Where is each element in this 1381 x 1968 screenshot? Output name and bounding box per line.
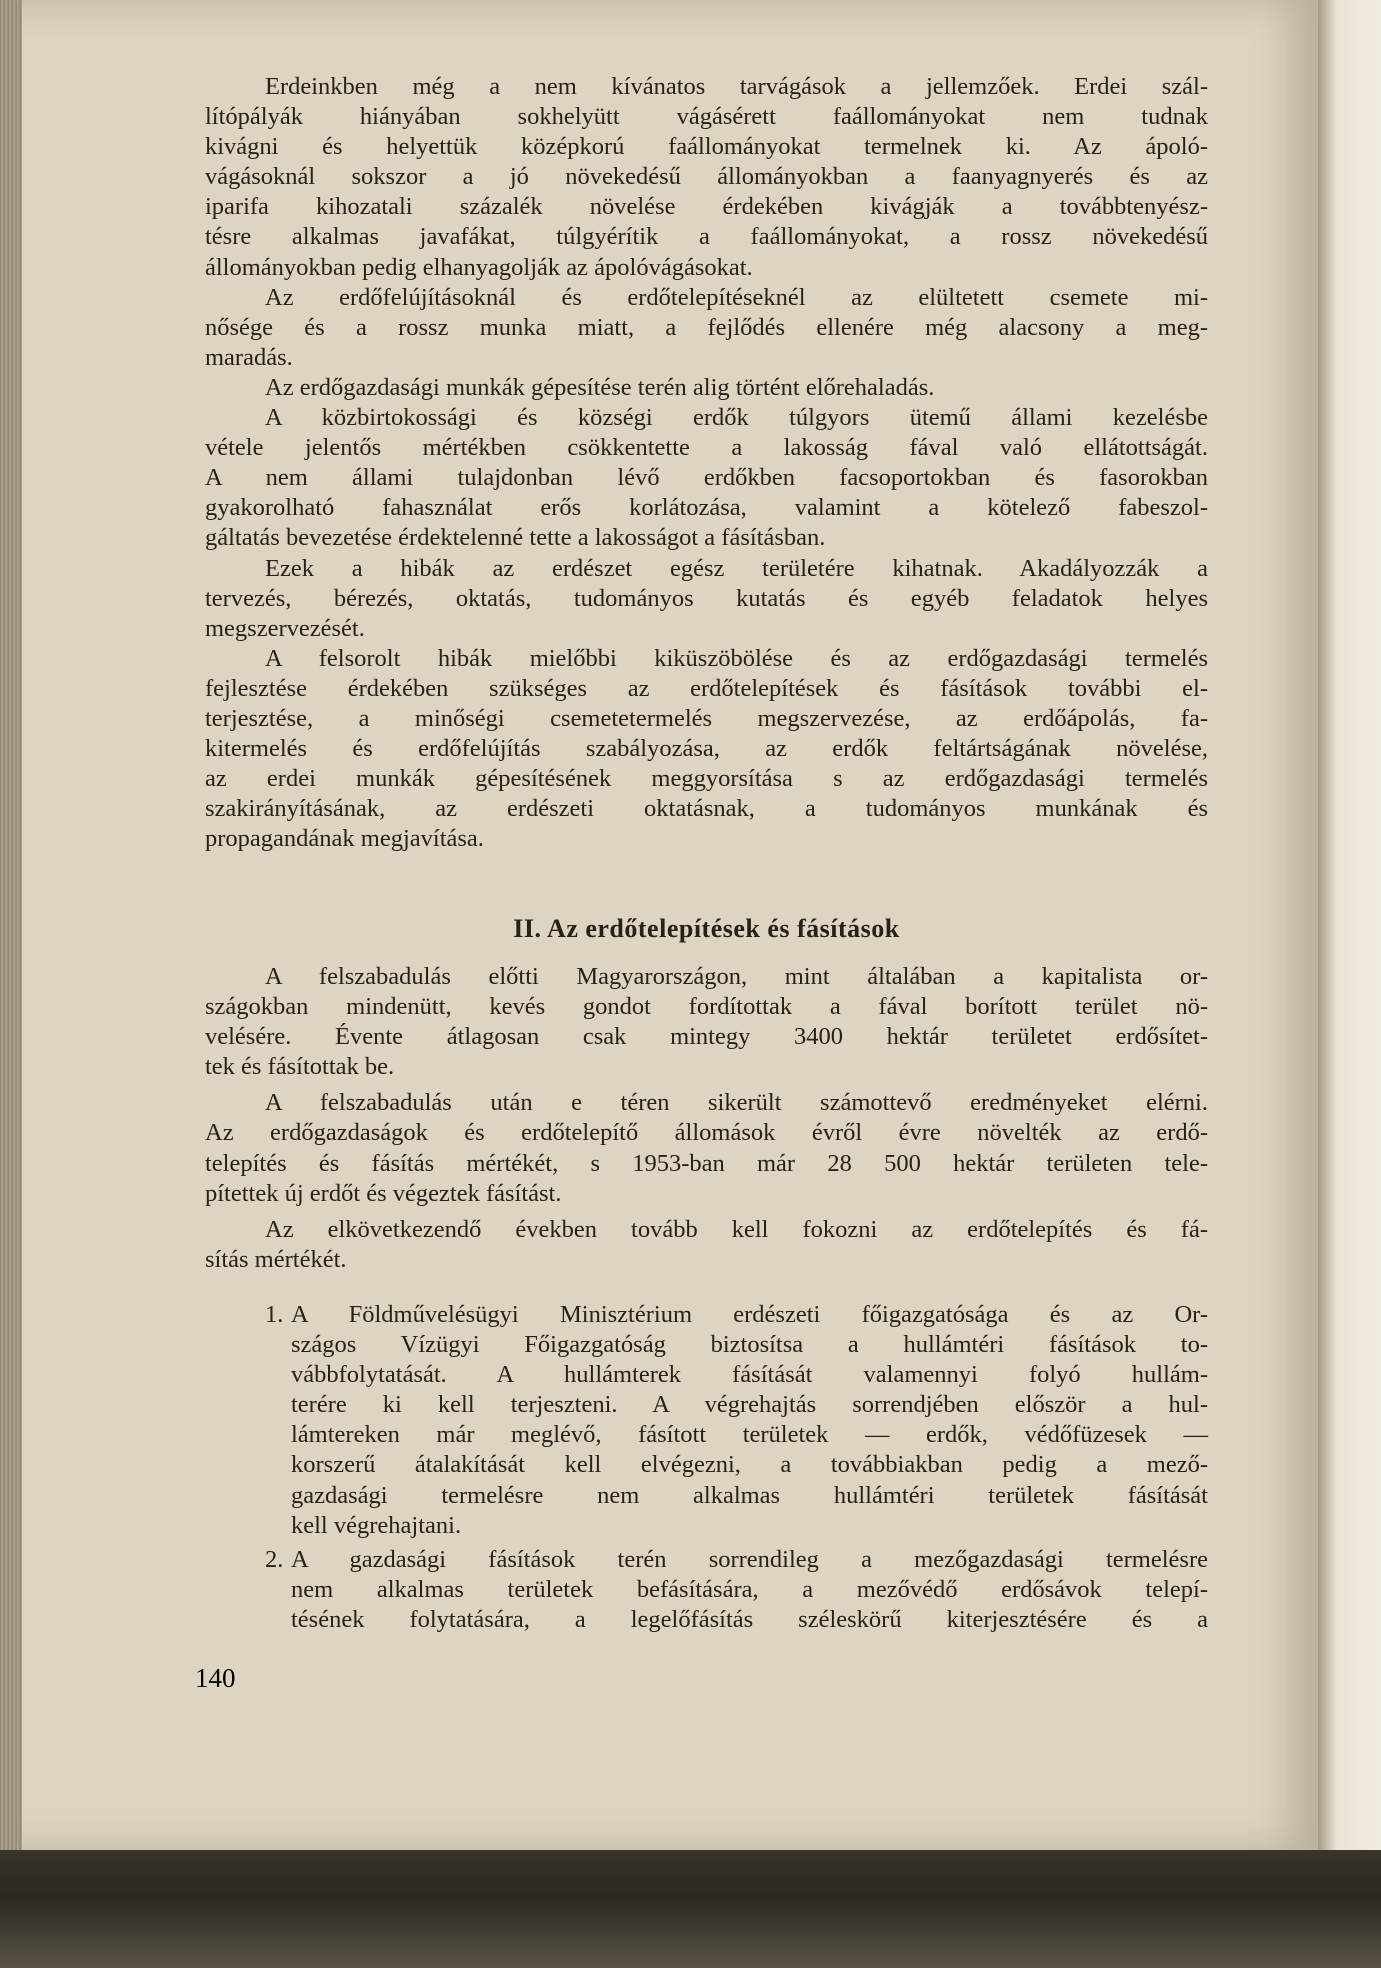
text-line: iparifa kihozatali százalék növelése érdekében kivágják a továbbtenyész- [205,193,1208,221]
text-line: A közbirtokossági és községi erdők túlgyors ütemű állami kezelésbe [265,404,1208,432]
paragraph [205,403,1208,553]
list-number: 1. [265,1301,284,1328]
text-line: tésének folytatására, a legelőfásítás széleskörű kiterjesztésére és a [291,1606,1208,1634]
text-line: szakirányításának, az erdészeti oktatásnak, a tudományos munkának és [205,795,1208,823]
text-line: Ezek a hibák az erdészet egész területére kihatnak. Akadályozzák a [265,554,1208,582]
text-line: szágos Vízügyi Főigazgatóság biztosítsa a hullámtéri fásítások to- [291,1331,1208,1359]
paragraph [205,373,1208,403]
paragraph [205,1088,1208,1208]
text-line: vétele jelentős mértékben csökkentette a lakosság fával való ellátottságát. [205,434,1208,462]
text-line: lítópályák hiányában sokhelyütt vágásérett faállományokat nem tudnak [205,103,1208,131]
text-line: Az erdőfelújításoknál és erdőtelepítéseknél az elültetett csemete mi- [265,283,1208,311]
page-edge [1318,0,1381,1968]
text-line: gyakorolható fahasználat erős korlátozása, valamint a kötelező fabeszol- [205,494,1208,522]
text-line: A gazdasági fásítások terén sorrendileg a mezőgazdasági termelésre [291,1546,1208,1573]
paragraph [205,283,1208,373]
text-line: telepítés és fásítás mértékét, s 1953-ban már 28 500 hektár területen tele- [205,1149,1208,1177]
text-line: kivágni és helyettük középkorú faállományokat termelnek ki. Az ápoló- [205,133,1208,161]
text-line: velésére. Évente átlagosan csak mintegy 3400 hektár területet erdősítet- [205,1023,1208,1051]
text-line: szágokban mindenütt, kevés gondot fordítottak a fával borított terület nö- [205,993,1208,1021]
paragraph [205,72,1208,283]
list-item [291,1545,1208,1635]
paragraph [205,1215,1208,1275]
text-line: nősége és a rossz munka miatt, a fejlődés ellenére még alacsony a meg- [205,313,1208,341]
text-line: az erdei munkák gépesítésének meggyorsítása s az erdőgazdasági termelés [205,765,1208,793]
text-line: fejlesztése érdekében szükséges az erdőtelepítések és fásítások további el- [205,674,1208,702]
text-line: nem alkalmas területek befásítására, a mezővédő erdősávok telepí- [291,1576,1208,1604]
text-line: maradás. [205,343,293,371]
text-line: tervezés, bérezés, oktatás, tudományos kutatás és egyéb feladatok helyes [205,584,1208,612]
text-line: korszerű átalakítását kell elvégezni, a továbbiakban pedig a mező- [291,1451,1208,1479]
text-line: állományokban pedig elhanyagolják az ápolóvágásokat. [205,253,753,281]
text-line: A felszabadulás előtti Magyarországon, mint általában a kapitalista or- [265,963,1208,990]
text-line: kitermelés és erdőfelújítás szabályozása, az erdők feltártságának növelése, [205,735,1208,763]
text-line: vábbfolytatását. A hullámterek fásítását valamennyi folyó hullám- [291,1361,1208,1389]
text-line: gazdasági termelésre nem alkalmas hullámtéri területek fásítását [291,1481,1208,1509]
text-line: vágásoknál sokszor a jó növekedésű állományokban a faanyagnyerés és az [205,163,1208,191]
text-line: A felszabadulás után e téren sikerült számottevő eredményeket elérni. [265,1089,1208,1117]
scan-bottom-edge [0,1850,1381,1968]
text-line: Az erdőgazdaságok és erdőtelepítő állomások évről évre növelték az erdő- [205,1119,1208,1147]
text-line: tésre alkalmas javafákat, túlgyérítik a faállományokat, a rossz növekedésű [205,223,1208,251]
text-line: A felsorolt hibák mielőbbi kiküszöbölése és az erdőgazdasági termelés [265,644,1208,672]
text-line: A nem állami tulajdonban lévő erdőkben facsoportokban és fasorokban [205,464,1208,492]
paragraph [205,962,1208,1082]
text-line: lámtereken már meglévő, fásított területek — erdők, védőfüzesek — [291,1421,1208,1449]
paragraph [205,644,1208,855]
page-number: 140 [195,1663,236,1693]
text-line: pítettek új erdőt és végeztek fásítást. [205,1179,562,1207]
text-line: Az elkövetkezendő években tovább kell fokozni az erdőtelepítés és fá- [265,1215,1208,1243]
text-line: kell végrehajtani. [291,1511,462,1539]
text-line: Az erdőgazdasági munkák gépesítése terén alig történt előrehaladás. [265,374,935,401]
text-line: A Földművelésügyi Minisztérium erdészeti főigazgatósága és az Or- [291,1301,1208,1328]
text-line: propagandának megjavítása. [205,825,484,853]
section-heading: II. Az erdőtelepítések és fásítások [513,914,900,943]
book-spine [0,0,22,1850]
text-line: megszervezését. [205,614,365,642]
text-line: gáltatás bevezetése érdektelenné tette a lakosságot a fásításban. [205,524,826,552]
paragraph [205,554,1208,644]
list-number: 2. [265,1546,284,1573]
text-line: sítás mértékét. [205,1245,347,1273]
text-line: terére ki kell terjeszteni. A végrehajtás sorrendjében először a hul- [291,1391,1208,1419]
text-line: tek és fásítottak be. [205,1053,395,1081]
list-item [291,1300,1208,1541]
text-line: Erdeinkben még a nem kívánatos tarvágások a jellemzőek. Erdei szál- [265,73,1208,100]
text-line: terjesztése, a minőségi csemetetermelés megszervezése, az erdőápolás, fa- [205,705,1208,733]
